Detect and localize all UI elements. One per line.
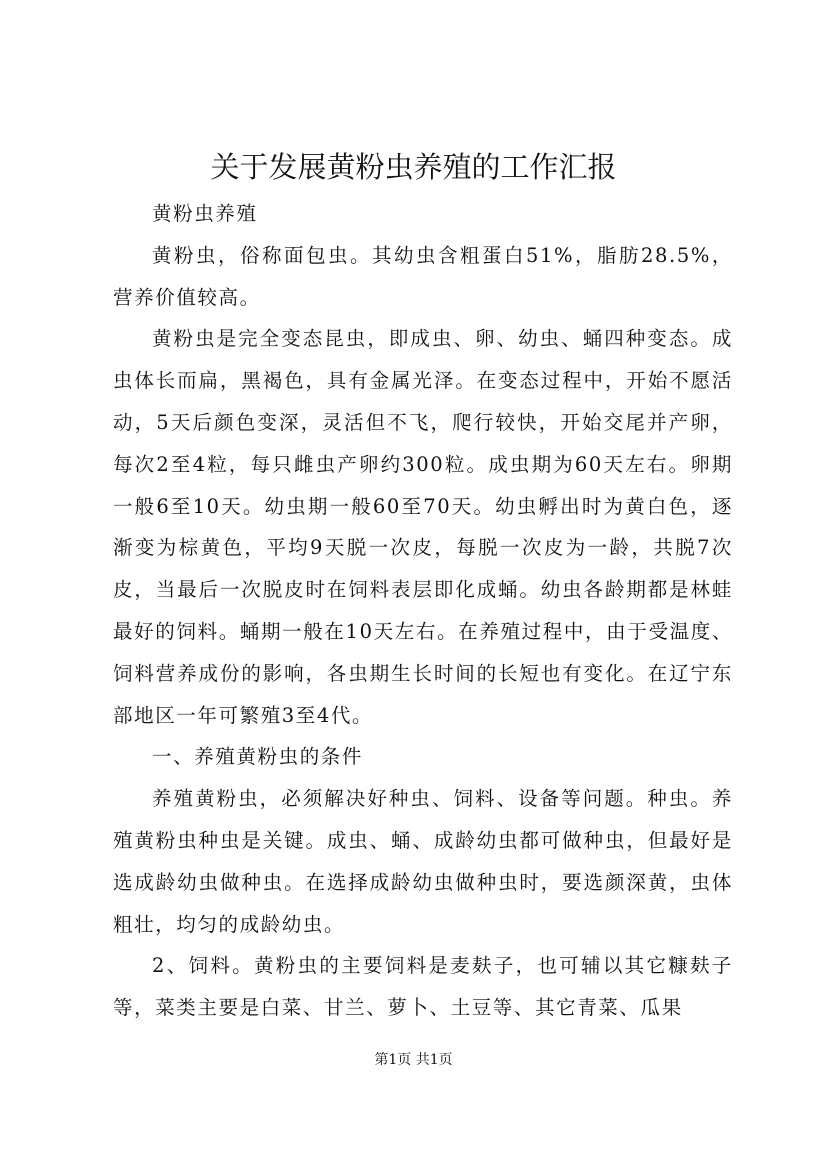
paragraph-biology: 黄粉虫是完全变态昆虫，即成虫、卵、幼虫、蛹四种变态。成虫体长而扁，黑褐色，具有金属光泽。在变态过程中，开始不愿活动，5天后颜色变深，灵活但不飞，爬行较快，开始交尾并产卵，每次2至4粒，每只雌虫产卵约300粒。成虫期为60天左右。卵期一般6至10天。幼虫期一般60至70天。幼虫孵出时为黄白色，逐渐变为棕黄色，平均9天脱一次皮，每脱一次皮为一龄，共脱7次皮，当最后一次脱皮时在饲料表层即化成蛹。幼虫各龄期都是林蛙最好的饲料。蛹期一般在10天左右。在养殖过程中，由于受温度、饲料营养成份的影响，各虫期生长时间的长短也有变化。在辽宁东部地区一年可繁殖3至4代。 — [113, 327, 733, 727]
paragraph-intro: 黄粉虫，俗称面包虫。其幼虫含粗蛋白51%，脂肪28.5%，营养价值较高。 — [113, 243, 733, 309]
page-number-footer: 第1页 共1页 — [374, 1052, 453, 1068]
document-body — [113, 193, 733, 1029]
document-title: 关于发展黄粉虫养殖的工作汇报 — [210, 150, 617, 184]
paragraph-feed: 2、饲料。黄粉虫的主要饲料是麦麸子，也可辅以其它糠麸子等，菜类主要是白菜、甘兰、萝卜、土豆等、其它青菜、瓜果 — [113, 954, 733, 1020]
paragraph-heading: 黄粉虫养殖 — [152, 202, 258, 225]
section-heading-conditions: 一、养殖黄粉虫的条件 — [152, 745, 364, 769]
paragraph-breeding-stock: 养殖黄粉虫，必须解决好种虫、饲料、设备等问题。种虫。养殖黄粉虫种虫是关键。成虫、蛹、成龄幼虫都可做种虫，但最好是选成龄幼虫做种虫。在选择成龄幼虫做种虫时，要选颜深黄，虫体粗壮，均匀的成龄幼虫。 — [113, 787, 733, 936]
